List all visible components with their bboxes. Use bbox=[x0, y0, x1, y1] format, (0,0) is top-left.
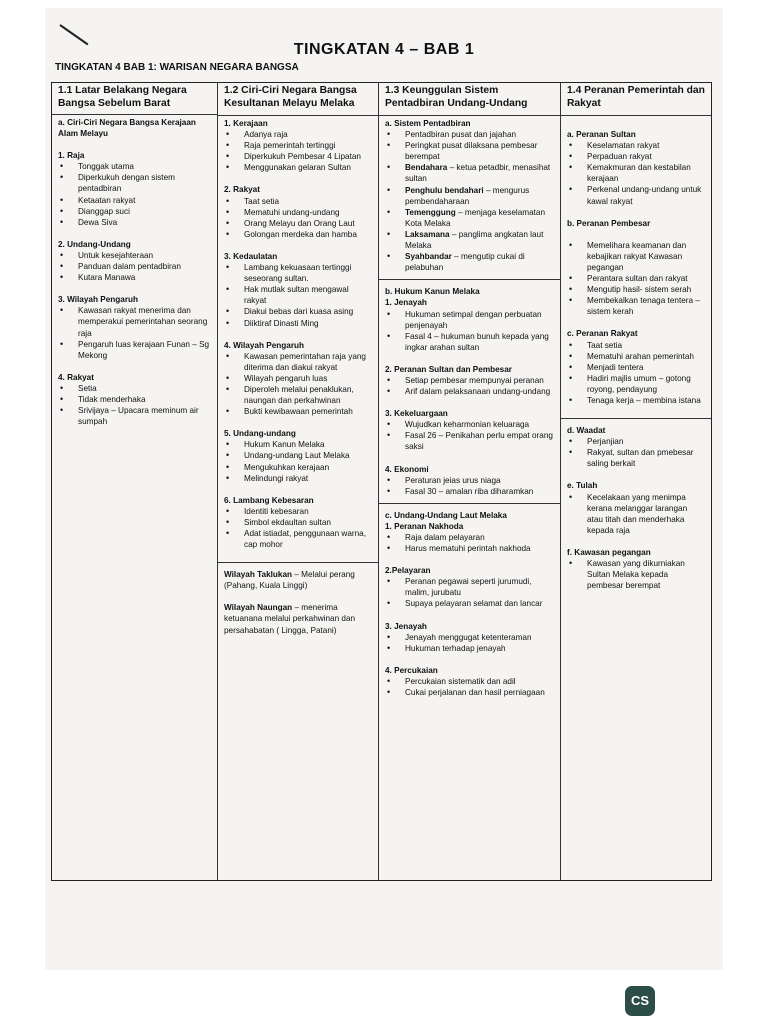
list-item: • Tidak menderhaka bbox=[58, 394, 211, 405]
list-item: • Kawasan pemerintahan raja yang diterima dan diakui rakyat bbox=[224, 351, 372, 373]
column-2-header: 1.2 Ciri-Ciri Negara Bangsa Kesultanan Melayu Melaka bbox=[218, 83, 378, 116]
subsection-heading: 1. Jenayah bbox=[385, 298, 427, 308]
list-item: • Diperkukuh dengan sistem pentadbiran bbox=[58, 172, 211, 194]
note-text: – Melalui perang (Pahang, Kuala Linggi) bbox=[224, 570, 355, 591]
role-desc: – mengutip cukai di pelabuhan bbox=[405, 252, 525, 273]
list-item: • Simbol ekdaultan sultan bbox=[224, 517, 372, 528]
bullet-list bbox=[567, 340, 705, 407]
list-item: • Peraturan jeias urus niaga bbox=[385, 475, 554, 486]
list-item: • Undang-undang Laut Melaka bbox=[224, 450, 372, 461]
bullet-list bbox=[385, 419, 554, 452]
subsection-heading: 4. Percukaian bbox=[385, 665, 438, 675]
subsection-heading: 1. Peranan Nakhoda bbox=[385, 521, 464, 531]
list-item bbox=[385, 129, 554, 140]
list-item: • Cukai perjalanan dan hasil perniagaan bbox=[385, 687, 554, 698]
note-paragraph bbox=[224, 602, 372, 635]
list-item: • Menggunakan gelaran Sultan bbox=[224, 162, 372, 173]
role-desc: – ketua petadbir, menasihat sultan bbox=[405, 163, 551, 184]
column-4 bbox=[561, 83, 711, 880]
role-desc: – panglima angkatan laut Melaka bbox=[405, 229, 544, 251]
note-text: – menerima ketuanana melalui perkahwinan dan persahabatan ( Lingga, Patani) bbox=[224, 603, 356, 635]
list-item: • Diiktiraf Dinasti Ming bbox=[224, 318, 372, 329]
list-item: • Perjanjian bbox=[567, 436, 705, 447]
bullet-list bbox=[385, 309, 554, 353]
list-item: • Kecelakaan yang menimpa kerana melanggar larangan atau titah dan menderhaka kepada raja bbox=[567, 492, 705, 536]
column-1-header: 1.1 Latar Belakang Negara Bangsa Sebelum Barat bbox=[58, 85, 187, 109]
list-item: • Setiap pembesar mempunyai peranan bbox=[385, 375, 554, 386]
list-item: • Hukuman terhadap jenayah bbox=[385, 643, 554, 654]
list-item: • Kutara Manawa bbox=[58, 272, 211, 283]
list-item: • Perpaduan rakyat bbox=[567, 151, 705, 162]
list-item: • Mengutip hasil- sistem serah bbox=[567, 284, 705, 295]
note-paragraph bbox=[224, 569, 372, 591]
section-heading: 3. Wilayah Pengaruh bbox=[58, 295, 139, 305]
list-item: • Taat setia bbox=[567, 340, 705, 351]
bullet-list bbox=[224, 351, 372, 418]
role-title: Temenggung bbox=[405, 207, 456, 217]
list-item: • Peranan pegawai seperti jurumudi, malim, jurubatu bbox=[385, 576, 554, 598]
list-item: • Hak mutlak sultan mengawal rakyat bbox=[224, 284, 372, 306]
list-item bbox=[385, 251, 554, 273]
list-item: • Memelihara keamanan dan kebajikan rakyat Kawasan pegangan bbox=[567, 240, 705, 273]
section-heading: a. Ciri-Ciri Negara Bangsa Kerajaan Alam Melayu bbox=[58, 118, 196, 139]
list-item: • Membekalkan tenaga tentera – sistem kerah bbox=[567, 295, 705, 317]
column-1 bbox=[52, 83, 218, 880]
note-label: Wilayah Naungan bbox=[224, 603, 293, 613]
list-item bbox=[385, 229, 554, 251]
role-desc: Pentadbiran pusat dan jajahan bbox=[405, 130, 517, 140]
bullet-list bbox=[567, 240, 705, 318]
list-item: • Diakui bebas dari kuasa asing bbox=[224, 306, 372, 317]
list-item: • Mengukuhkan kerajaan bbox=[224, 462, 372, 473]
list-item: • Kemakmuran dan kestabilan kerajaan bbox=[567, 162, 705, 184]
section-heading: 5. Undang-undang bbox=[224, 429, 296, 439]
list-item: • Untuk kesejahteraan bbox=[58, 250, 211, 261]
role-title: Syahbandar bbox=[405, 252, 452, 262]
list-item: • Adanya raja bbox=[224, 129, 372, 140]
role-title: Laksamana bbox=[405, 229, 450, 239]
column-1-body bbox=[52, 115, 217, 427]
section-heading: 2. Undang-Undang bbox=[58, 239, 131, 249]
list-item: • Raja dalam pelayaran bbox=[385, 532, 554, 543]
list-item: • Lambang kekuasaan tertinggi seseorang sultan. bbox=[224, 262, 372, 284]
list-item: • Hukuman setimpal dengan perbuatan penjenayah bbox=[385, 309, 554, 331]
bullet-list bbox=[567, 558, 705, 591]
list-item: • Tonggak utama bbox=[58, 161, 211, 172]
section-heading: 4. Wilayah Pengaruh bbox=[224, 340, 305, 350]
section-heading: 6. Lambang Kebesaran bbox=[224, 495, 314, 505]
role-desc: – mengurus pembendaharaan bbox=[405, 185, 530, 206]
list-item: • Orang Melayu dan Orang Laut bbox=[224, 218, 372, 229]
bullet-list bbox=[58, 250, 211, 283]
list-item: • Mematuhi undang-undang bbox=[224, 207, 372, 218]
bullet-list bbox=[385, 475, 554, 497]
list-item: • Harus mematuhi perintah nakhoda bbox=[385, 543, 554, 554]
bullet-list bbox=[385, 532, 554, 554]
bullet-list bbox=[385, 676, 554, 698]
list-item: • Bukti kewibawaan pemerintah bbox=[224, 406, 372, 417]
column-4-body bbox=[561, 116, 711, 591]
bullet-list bbox=[567, 436, 705, 469]
list-item: • Taat setia bbox=[224, 196, 372, 207]
list-item bbox=[385, 140, 554, 162]
column-2 bbox=[218, 83, 379, 880]
list-item: • Ketaatan rakyat bbox=[58, 195, 211, 206]
bullet-list bbox=[224, 262, 372, 329]
list-item: • Fasal 30 – amalan riba diharamkan bbox=[385, 486, 554, 497]
role-title: Bendahara bbox=[405, 163, 448, 173]
list-item: • Pengaruh luas kerajaan Funan – Sg Mekong bbox=[58, 339, 211, 361]
bullet-list bbox=[224, 439, 372, 483]
list-item: • Melindungi rakyat bbox=[224, 473, 372, 484]
section-heading: 1. Raja bbox=[58, 151, 85, 161]
bullet-list bbox=[224, 506, 372, 550]
bullet-list bbox=[385, 129, 554, 273]
list-item: • Perantara sultan dan rakyat bbox=[567, 273, 705, 284]
list-item: • Wujudkan keharmonian keluaraga bbox=[385, 419, 554, 430]
subsection-heading: 2.Pelayaran bbox=[385, 566, 431, 576]
part-heading: a. Sistem Pentadbiran bbox=[385, 119, 471, 128]
list-item: • Srivijaya – Upacara meminum air sumpah bbox=[58, 405, 211, 427]
bullet-list bbox=[58, 161, 211, 228]
subsection-heading: 2. Peranan Sultan dan Pembesar bbox=[385, 364, 512, 374]
bullet-list bbox=[567, 492, 705, 536]
list-item: • Identiti kebesaran bbox=[224, 506, 372, 517]
section-heading: c. Peranan Rakyat bbox=[567, 329, 638, 339]
list-item: • Hadiri majlis umum – gotong royong, pendayung bbox=[567, 373, 705, 395]
bullet-list bbox=[385, 576, 554, 609]
page-subtitle: TINGKATAN 4 BAB 1: WARISAN NEGARA BANGSA bbox=[55, 62, 299, 73]
bullet-list bbox=[385, 632, 554, 654]
list-item: • Hukum Kanun Melaka bbox=[224, 439, 372, 450]
list-item: • Diperoleh melalui penaklukan, naungan dan perkahwinan bbox=[224, 384, 372, 406]
list-item: • Panduan dalam pentadbiran bbox=[58, 261, 211, 272]
list-item: • Raja pemerintah tertinggi bbox=[224, 140, 372, 151]
column-4-header: 1.4 Peranan Pemerintah dan Rakyat bbox=[561, 83, 711, 116]
list-item: • Wilayah pengaruh luas bbox=[224, 373, 372, 384]
section-heading: 4. Rakyat bbox=[58, 372, 94, 382]
list-item: • Mematuhi arahan pemerintah bbox=[567, 351, 705, 362]
list-item: • Supaya pelayaran selamat dan lancar bbox=[385, 598, 554, 609]
bullet-list bbox=[385, 375, 554, 397]
list-item: • Dewa Siva bbox=[58, 217, 211, 228]
list-item: • Perkenal undang-undang untuk kawal rakyat bbox=[567, 184, 705, 206]
bullet-list bbox=[58, 383, 211, 427]
notes-table bbox=[51, 82, 712, 881]
section-heading: e. Tulah bbox=[567, 481, 598, 491]
list-item: • Kawasan rakyat menerima dan memperakui pemerintahan seorang raja bbox=[58, 305, 211, 338]
page-title: TINGKATAN 4 – BAB 1 bbox=[293, 41, 475, 58]
list-item: • Golongan merdeka dan hamba bbox=[224, 229, 372, 240]
role-desc: – menjaga keselamatan Kota Melaka bbox=[405, 207, 546, 228]
role-title: Penghulu bendahari bbox=[405, 185, 484, 195]
list-item: • Keselamatan rakyat bbox=[567, 140, 705, 151]
bullet-list bbox=[567, 140, 705, 207]
list-item: • Arif dalam pelaksanaan undang-undang bbox=[385, 386, 554, 397]
subsection-heading: 3. Jenayah bbox=[385, 621, 427, 631]
column-3 bbox=[379, 83, 561, 880]
bullet-list bbox=[224, 129, 372, 173]
subsection-heading: 3. Kekeluargaan bbox=[385, 409, 448, 419]
camscanner-logo: CS bbox=[625, 986, 655, 1016]
list-item: • Rakyat, sultan dan pmebesar saling berkait bbox=[567, 447, 705, 469]
note-label: Wilayah Taklukan bbox=[224, 570, 293, 580]
section-heading: 1. Kerajaan bbox=[224, 119, 268, 128]
list-item bbox=[385, 162, 554, 184]
list-item: • Fasal 26 – Penikahan perlu empat orang saksi bbox=[385, 430, 554, 452]
list-item: • Menjadi tentera bbox=[567, 362, 705, 373]
list-item: • Tenaga kerja – membina istana bbox=[567, 395, 705, 406]
part-heading: b. Hukum Kanun Melaka bbox=[385, 287, 480, 297]
section-heading: f. Kawasan pegangan bbox=[567, 547, 651, 557]
bullet-list bbox=[58, 305, 211, 360]
list-item: • Percukaian sistematik dan adil bbox=[385, 676, 554, 687]
subsection-heading: 4. Ekonomi bbox=[385, 464, 429, 474]
section-heading: d. Waadat bbox=[567, 426, 606, 436]
section-heading: 2. Rakyat bbox=[224, 185, 260, 195]
list-item: • Jenayah menggugat ketenteraman bbox=[385, 632, 554, 643]
bullet-list bbox=[224, 196, 372, 240]
list-item: • Kawasan yang dikurniakan Sultan Melaka kepada pembesar berempat bbox=[567, 558, 705, 591]
list-item bbox=[385, 207, 554, 229]
section-heading: b. Peranan Pembesar bbox=[567, 218, 651, 228]
section-heading: 3. Kedaulatan bbox=[224, 251, 278, 261]
column-2-body bbox=[218, 116, 378, 636]
role-desc: Peringkat pusat dilaksana pembesar berempat bbox=[405, 141, 538, 162]
list-item: • Adat istiadat, penggunaan warna, cap mohor bbox=[224, 528, 372, 550]
column-3-header: 1.3 Keunggulan Sistem Pentadbiran Undang-Undang bbox=[379, 83, 560, 116]
section-heading: a. Peranan Sultan bbox=[567, 130, 636, 139]
part-heading: c. Undang-Undang Laut Melaka bbox=[385, 510, 507, 520]
column-3-body bbox=[379, 116, 560, 698]
list-item bbox=[385, 185, 554, 207]
list-item: • Diperkukuh Pembesar 4 Lipatan bbox=[224, 151, 372, 162]
list-item: • Setia bbox=[58, 383, 211, 394]
list-item: • Dianggap suci bbox=[58, 206, 211, 217]
list-item: • Fasal 4 – hukuman bunuh kepada yang ingkar arahan sultan bbox=[385, 331, 554, 353]
